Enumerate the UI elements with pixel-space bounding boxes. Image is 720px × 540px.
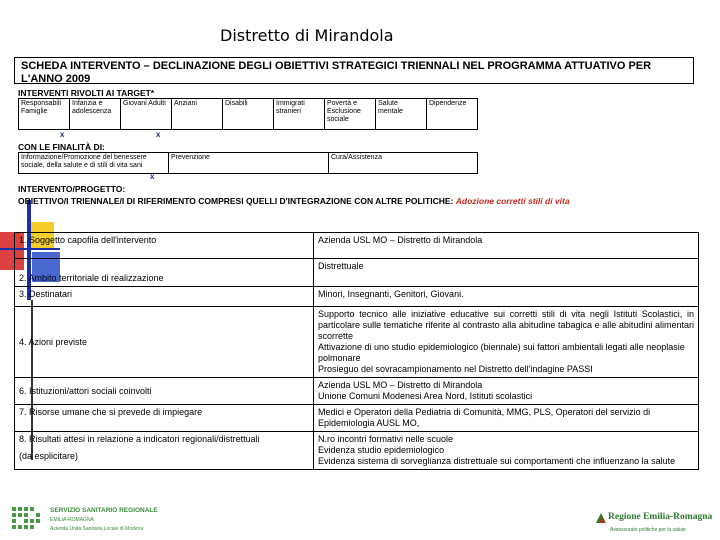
row-value: Distrettuale <box>314 259 699 287</box>
ssr-logo-icon <box>10 505 46 535</box>
check-mark-giovani: x <box>156 130 161 139</box>
row-value: Azienda USL MO – Distretto di Mirandola <box>314 233 699 259</box>
page-title: Distretto di Mirandola <box>220 26 394 45</box>
row-label: 2. Ambito territoriale di realizzazione <box>15 259 314 287</box>
finalita-table <box>18 152 478 174</box>
regione-flag-icon <box>596 513 606 523</box>
target-cell: Anziani <box>172 99 223 130</box>
table-row <box>15 307 699 378</box>
table-row <box>15 405 699 432</box>
finalita-cell: Prevenzione <box>169 153 329 174</box>
table-row <box>15 259 699 287</box>
intervento-label: INTERVENTO/PROGETTO: <box>18 184 126 194</box>
regione-logo-name: Regione Emilia-Romagna <box>608 512 713 522</box>
row-label: 8. Risultati attesi in relazione a indicatori regionali/distrettuali (da esplicitare) <box>15 432 314 470</box>
row-label: 4. Azioni previste <box>15 307 314 378</box>
table-row <box>15 233 699 259</box>
row-value: Minori, Insegnanti, Genitori, Giovani. <box>314 287 699 307</box>
table-row <box>15 287 699 307</box>
table-row <box>15 432 699 470</box>
finalita-label: CON LE FINALITÀ DI: <box>18 142 105 152</box>
ssr-logo-line1: SERVIZIO SANITARIO REGIONALE <box>50 507 158 514</box>
row-label: 3. Destinatari <box>15 287 314 307</box>
target-cell: Salute mentale <box>376 99 427 130</box>
scheda-form <box>14 57 694 206</box>
target-table <box>18 98 478 130</box>
check-mark-infanzia: x <box>60 130 65 139</box>
target-cell: Disabili <box>223 99 274 130</box>
regione-logo-tagline: Assessorato politiche per la salute <box>610 527 686 533</box>
intervento-table <box>14 232 699 470</box>
finalita-cell: Cura/Assistenza <box>329 153 478 174</box>
obiettivi-label: OBIETTIVO/I TRIENNALE/I DI RIFERIMENTO COMPRESI QUELLI D'INTEGRAZIONE CON ALTRE POLITICHE: <box>18 196 454 206</box>
row-value: N.ro incontri formativi nelle scuole Evidenza studio epidemiologico Evidenza sistema di sorveglianza distrettuale sui comportamenti che influenzano la salute <box>314 432 699 470</box>
target-cell: Infanzia e adolescenza <box>70 99 121 130</box>
target-cell: Povertà e Esclusione sociale <box>325 99 376 130</box>
row-label: 6. Istituzioni/attori sociali coinvolti <box>15 378 314 405</box>
target-cell: Immigrati stranieri <box>274 99 325 130</box>
target-marks <box>14 130 694 142</box>
finalita-cell: Informazione/Promozione del benessere sociale, della salute e di stili di vita sani <box>19 153 169 174</box>
table-row <box>15 378 699 405</box>
row-value: Azienda USL MO – Distretto di Mirandola Unione Comuni Modenesi Area Nord, Istituti scolastici <box>314 378 699 405</box>
finalita-marks <box>14 174 694 184</box>
row-value: Supporto tecnico alle iniziative educative sui corretti stili di vita negli Istituti Scolastici, in particolare sulle tematiche riferite al contrasto alla abitudine tabagica e alle abitudini alimentari scorrette Attivazione di uno studio epidemiologico (biennale) sui fattori ambientali legati alle neoplasie polmonare Prosieguo del sovracampionamento nel Distretto dell'indagine PASSI <box>314 307 699 378</box>
obiettivi-value: Adozione corretti stili di vita <box>455 196 570 206</box>
row-label: 1. Soggetto capofila dell'intervento <box>15 233 314 259</box>
target-cell: Responsabili Famiglie <box>19 99 70 130</box>
target-label: INTERVENTI RIVOLTI AI TARGET* <box>18 88 155 98</box>
obiettivi-line <box>18 196 694 206</box>
target-cell: Giovani Adulti <box>121 99 172 130</box>
ssr-logo-line3: Azienda Unità Sanitaria Locale di Modena <box>50 526 144 532</box>
target-cell: Dipendenze <box>427 99 478 130</box>
form-heading: SCHEDA INTERVENTO – DECLINAZIONE DEGLI OBIETTIVI STRATEGICI TRIENNALI NEL PROGRAMMA ATTUATIVO PER L'ANNO 2009 <box>14 57 694 84</box>
row-value: Medici e Operatori della Pediatria di Comunità, MMG, PLS, Operatori del servizio di Epidemiologia AUSL MO, <box>314 405 699 432</box>
check-mark-informazione: x <box>150 172 155 181</box>
ssr-logo-line2: EMILIA-ROMAGNA <box>50 517 94 523</box>
row-label: 7. Risorse umane che si prevede di impiegare <box>15 405 314 432</box>
